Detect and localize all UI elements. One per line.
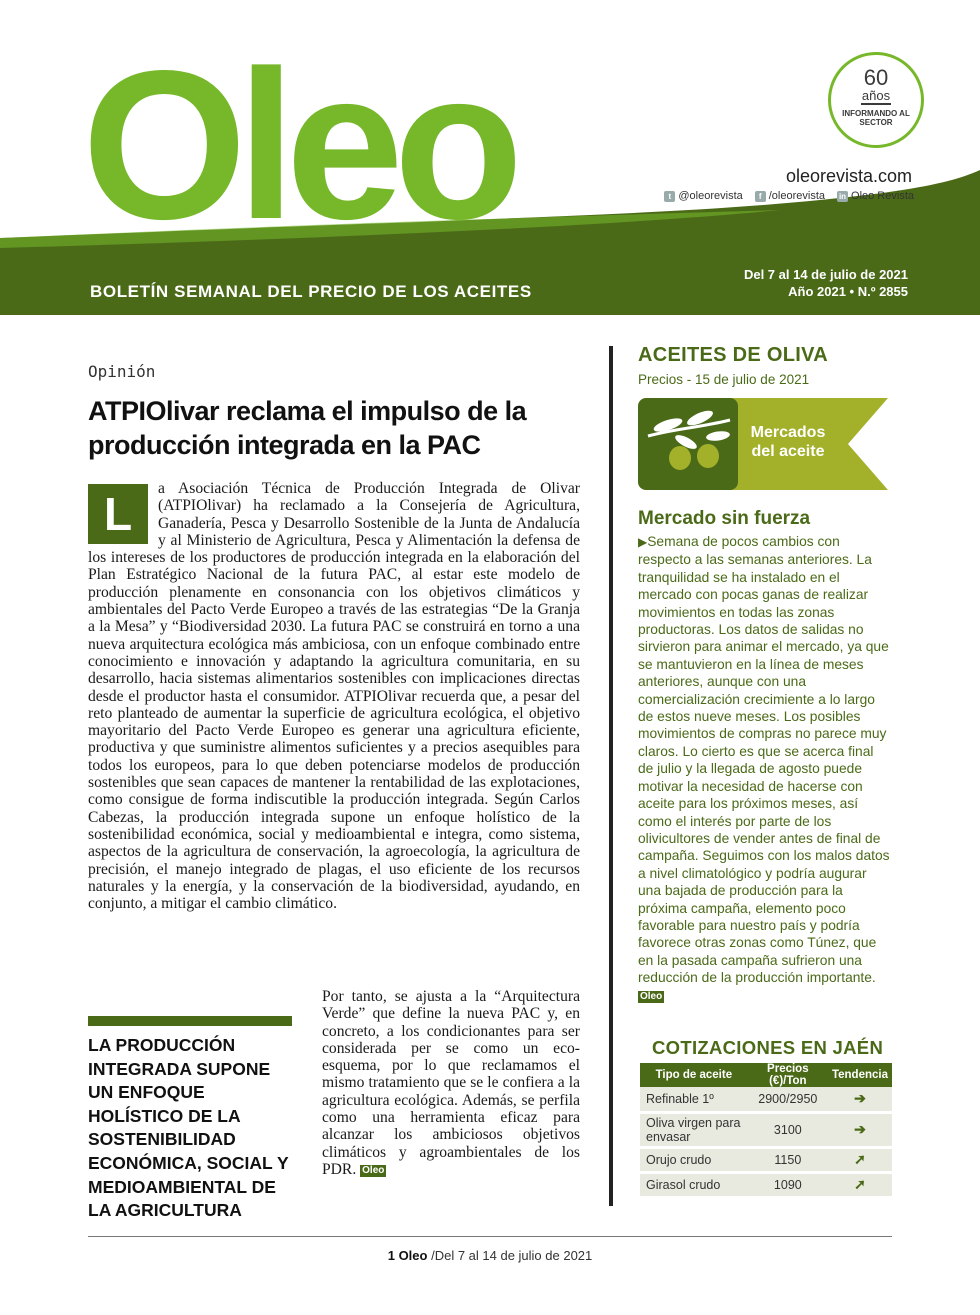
bulletin-title: BOLETÍN SEMANAL DEL PRECIO DE LOS ACEITES (90, 282, 532, 301)
table-row (640, 1147, 892, 1172)
oil-type: Refinable 1º (640, 1087, 748, 1112)
pullquote-bar (88, 1016, 292, 1026)
sidebar-subtitle: Precios - 15 de julio de 2021 (638, 372, 810, 387)
linkedin-label: Oleo Revista (851, 190, 914, 202)
oil-price: 2900/2950 (748, 1087, 828, 1112)
oil-type: Girasol crudo (640, 1172, 748, 1197)
social-twitter[interactable] (664, 190, 742, 202)
footer-brand: Oleo (398, 1248, 428, 1263)
pullquote: LA PRODUCCIÓN INTEGRADA SUPONE UN ENFOQUE HOLÍSTICO DE LA SOSTENIBILIDAD ECONÓMICA, SOCIAL Y MEDIOAMBIENTAL DE LA AGRICULTURA (88, 1035, 289, 1221)
oil-type (640, 1112, 748, 1147)
article-text-end: Por tanto, se ajusta a la “Arquitectura Verde” que define la nueva PAC y, en concreto, a los condicionantes para ser considerada per se como un eco-esquema, por lo que reclamamos el mismo tratamiento que se le confiera a la agricultura ecológica. Además, se perfila como una herramienta eficaz para alcanzar los ambiciosos objetivos climáticos y agroambientales de los PDR. (322, 988, 580, 1178)
triangle-bullet-icon: ▶ (638, 535, 648, 549)
col-price: Precios (€)/Ton (748, 1063, 828, 1087)
article-body-continued (322, 988, 580, 1178)
social-linkedin[interactable] (837, 190, 914, 202)
market-headline: Mercado sin fuerza (638, 508, 811, 529)
twitter-label: @oleorevista (678, 190, 743, 202)
col-type: Tipo de aceite (640, 1063, 748, 1087)
page-number: 1 (387, 1248, 395, 1263)
table-header-row (640, 1063, 892, 1087)
oil-price: 1150 (748, 1147, 828, 1172)
section-label: Opinión (88, 362, 156, 381)
page-footer (0, 1248, 980, 1263)
social-facebook[interactable] (755, 190, 825, 202)
facebook-icon: f (755, 191, 766, 202)
market-banner-title: Mercados del aceite (750, 424, 826, 460)
footer-text: /Del 7 al 14 de julio de 2021 (431, 1248, 593, 1263)
website-link[interactable]: oleorevista.com (785, 166, 912, 186)
table-row (640, 1087, 892, 1112)
oil-type-label: Oliva virgen para envasar (646, 1115, 741, 1144)
masthead (0, 0, 980, 315)
oil-price: 3100 (748, 1112, 828, 1147)
oil-type: Orujo crudo (640, 1147, 748, 1172)
footer-rule (88, 1236, 892, 1237)
market-text: Semana de pocos cambios con respecto a las semanas anteriores. La tranquilidad se ha instalado en el mercado con pocas ganas de realizar movimientos en todas las zonas productoras. Los datos de salidas no sirvieron para animar el mercado, ya que se mantuvieron en la línea de meses anteriores, aunque con una comercialización crecimiente a lo largo de estos nueve meses. Los posibles movimientos de compras no parece muy claros. Lo cierto es que se acerca final de julio y la llegada de agosto puede motivar la necesidad de hacerse con aceite para los próximos meses, así como el interés por parte de los olivicultores de vender antes de final de campaña. Seguimos con los malos datos a nivel climatológico y podría augurar una bajada de producción para la próxima campaña, elemento poco favorable para nuestro país y podría favorece otras zonas como Túnez, que en la pasada campaña sufrieron una reducción de la producción importante. (638, 534, 890, 986)
trend-arrow-icon: ➚ (828, 1147, 892, 1172)
col-trend: Tendencia (828, 1063, 892, 1087)
logo: Oleo (82, 26, 514, 263)
trend-arrow-icon: ➔ (828, 1087, 892, 1112)
price-table (640, 1063, 892, 1199)
market-body (638, 533, 892, 1004)
date-range: Del 7 al 14 de julio de 2021 (743, 267, 908, 282)
issue-number: Año 2021 • N.º 2855 (788, 284, 908, 299)
table-row (640, 1172, 892, 1197)
article-text: a Asociación Técnica de Producción Integrada de Olivar (ATPIOlivar) ha reclamado a la Consejería de Agricultura, Ganadería, Pesca y Desarrollo Sostenible de la Junta de Andalucía y al Ministerio de Agricultura, Pesca y Alimentación la defensa de los intereses de los productores de producción integrada en la elaboración del Plan Estratégico Nacional de la futura PAC, al estar este modelo de producción plenamente en consonancia con los objetivos climáticos y ambientales del Pacto Verde Europeo a través de las estrategias “De la Granja a la Mesa” y “Biodiversidad 2030. La futura PAC se construirá en torno a una nueva arquitectura ecológica más ambiciosa, con un enfoque combinado entre conocimiento e innovación y adaptando la agricultura comunitaria, en su desarrollo, hacia sistemas alimentarios sostenibles con implicaciones directas desde el productor hasta el consumidor. ATPIOlivar recuerda que, a pesar del reto planteado de aumentar la superficie de agricultura ecológica, el objetivo mayoritario del Pacto Verde Europeo es generar una agricultura eficiente, productiva y que suministre alimentos suficientes y a precios asequibles para todos los europeos, para lo que deben potenciarse modelos de producción sostenibles que sean capaces de mantener la rentabilidad de las explotaciones, como consigue de forma indiscutible la producción integrada. Según Carlos Cabezas, la producción integrada supone un enfoque holístico de la sostenibilidad económica, social y medioambiental e integra, como sistema, aspectos de la agricultura de conservación, la agroecología, la agricultura de precisión, el manejo integrado de plagas, el uso eficiente de los recursos naturales y la energía, y la conservación de la biodiversidad, ayudando, en conjunto, a mitigar el cambio climático. (88, 480, 580, 913)
table-row (640, 1112, 892, 1147)
linkedin-icon: in (838, 191, 847, 201)
issue-info (700, 266, 908, 300)
end-mark: Oleo (362, 1164, 385, 1176)
badge-years: años (861, 88, 891, 103)
trend-arrow-icon: ➔ (828, 1112, 892, 1147)
twitter-icon: t (664, 191, 675, 202)
social-links (650, 190, 914, 202)
quotes-title: COTIZACIONES EN JAÉN (652, 1037, 884, 1058)
trend-arrow-icon: ➚ (828, 1172, 892, 1197)
oil-price: 1090 (748, 1172, 828, 1197)
badge-number: 60 (863, 65, 889, 90)
article-headline: ATPIOlivar reclama el impulso de la producción integrada en la PAC (88, 396, 527, 460)
facebook-label: /oleorevista (768, 190, 826, 202)
badge-tagline: INFORMANDO AL SECTOR (842, 109, 910, 127)
sixty-years-badge (828, 52, 924, 148)
article-body (88, 480, 580, 912)
market-end-mark: Oleo (640, 990, 663, 1002)
dropcap: L (88, 484, 148, 544)
sidebar-title: ACEITES DE OLIVA (638, 344, 829, 366)
column-divider (609, 346, 613, 1206)
